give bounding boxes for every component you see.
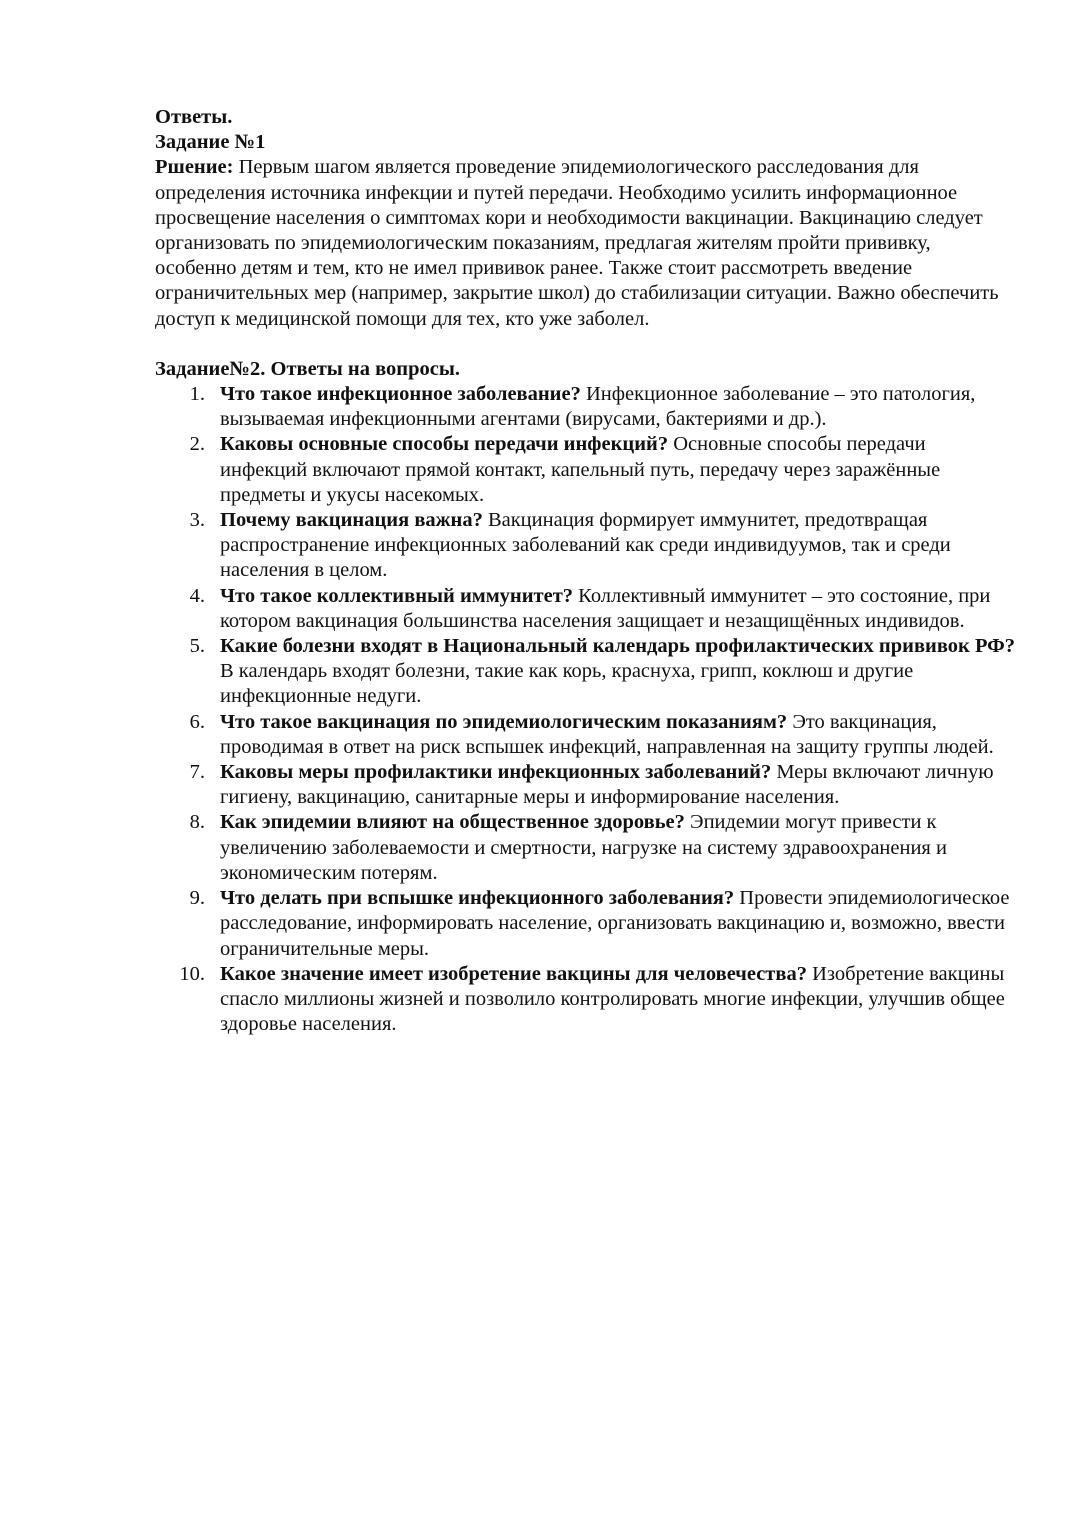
- item-question: Что такое инфекционное заболевание?: [220, 383, 581, 406]
- item-number: 7.: [189, 761, 205, 784]
- item-answer: Инфекционное заболевание – это патология, вызываемая инфекционными агентами (вирусами, бактериями и др.).: [220, 383, 976, 431]
- item-number: 9.: [189, 887, 205, 910]
- item-answer: Эпидемии могут привести к увеличению заболеваемости и смертности, нагрузке на систему здравоохранения и экономическим потерям.: [220, 811, 947, 884]
- task1-heading: Задание №1: [155, 131, 266, 154]
- list-item: [155, 710, 1015, 760]
- item-answer: Это вакцинация, проводимая в ответ на риск вспышек инфекций, направленная на защиту группы людей.: [220, 710, 994, 758]
- list-item: [155, 584, 1015, 634]
- solution-label: Ршение:: [155, 156, 234, 179]
- list-item: [155, 760, 1015, 810]
- item-answer: Провести эпидемиологическое расследование, информировать население, организовать вакцинацию и, возможно, ввести ограничительные меры.: [220, 887, 1010, 960]
- document-page: [155, 105, 1015, 1037]
- item-number: 10.: [179, 962, 205, 985]
- task2-heading: Задание№2. Ответы на вопросы.: [155, 357, 460, 380]
- item-question: Каковы меры профилактики инфекционных заболеваний?: [220, 761, 772, 784]
- item-answer: Меры включают личную гигиену, вакцинацию, санитарные меры и информирование населения.: [220, 761, 994, 809]
- list-item: [155, 634, 1015, 710]
- item-question: Что такое коллективный иммунитет?: [220, 584, 574, 607]
- item-number: 5.: [189, 635, 205, 658]
- item-answer: Основные способы передачи инфекций включают прямой контакт, капельный путь, передачу через заражённые предметы и укусы насекомых.: [220, 433, 941, 506]
- item-question: Что такое вакцинация по эпидемиологическим показаниям?: [220, 710, 788, 733]
- item-question: Почему вакцинация важна?: [220, 509, 483, 532]
- item-answer: В календарь входят болезни, такие как корь, краснуха, грипп, коклюш и другие инфекционные недуги.: [220, 660, 914, 708]
- item-question: Как эпидемии влияют на общественное здоровье?: [220, 811, 685, 834]
- item-answer: Вакцинация формирует иммунитет, предотвращая распространение инфекционных заболеваний как среди индивидуумов, так и среди населения в целом.: [220, 509, 951, 582]
- item-number: 6.: [189, 710, 205, 733]
- list-item: [155, 810, 1015, 886]
- solution-text: Первым шагом является проведение эпидемиологического расследования для определения источника инфекции и путей передачи. Необходимо усилить информационное просвещение населения о симптомах кори и необходимости вакцинации. Вакцинацию следует организовать по эпидемиологическим показаниям, предлагая жителям пройти прививку, особенно детям и тем, кто не имел прививок ранее. Также стоит рассмотреть введение ограничительных мер (например, закрытие школ) до стабилизации ситуации. Важно обеспечить доступ к медицинской помощи для тех, кто уже заболел.: [155, 156, 999, 330]
- item-number: 3.: [189, 509, 205, 532]
- item-question: Какие болезни входят в Национальный календарь профилактических прививок РФ?: [220, 635, 1015, 658]
- item-number: 8.: [189, 811, 205, 834]
- item-answer: Коллективный иммунитет – это состояние, при котором вакцинация большинства населения защищает и незащищённых индивидов.: [220, 584, 991, 632]
- list-item: [155, 886, 1015, 962]
- qa-list: [155, 382, 1015, 1037]
- task1-solution: [155, 155, 1015, 331]
- item-number: 1.: [189, 383, 205, 406]
- item-question: Каковы основные способы передачи инфекций?: [220, 433, 669, 456]
- item-answer: Изобретение вакцины спасло миллионы жизней и позволило контролировать многие инфекции, улучшив общее здоровье населения.: [220, 962, 1005, 1036]
- item-number: 4.: [189, 584, 205, 607]
- list-item: [155, 962, 1015, 1038]
- item-number: 2.: [189, 433, 205, 456]
- list-item: [155, 508, 1015, 584]
- list-item: [155, 432, 1015, 508]
- section-spacer: [155, 332, 1015, 357]
- list-item: [155, 382, 1015, 432]
- document-title: Ответы.: [155, 106, 233, 128]
- item-question: Какое значение имеет изобретение вакцины для человечества?: [220, 962, 807, 985]
- item-question: Что делать при вспышке инфекционного заболевания?: [220, 887, 735, 910]
